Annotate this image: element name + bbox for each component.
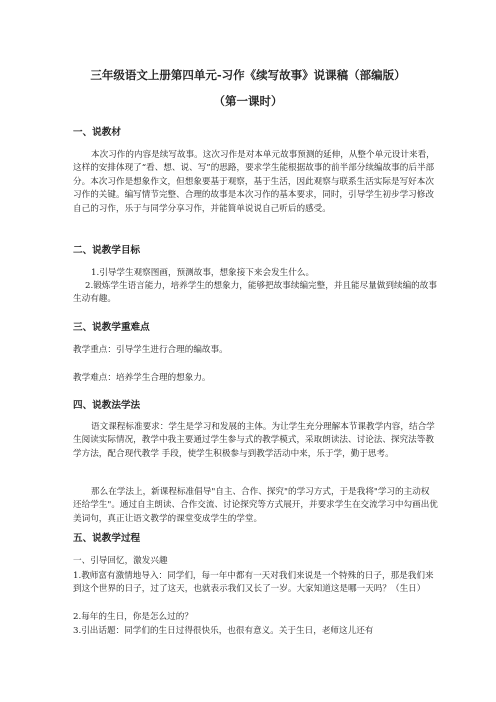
list-item: 一、引导回忆，激发兴趣 [73,556,168,566]
section-paragraph: 语文课程标准要求：学生是学习和发展的主体。为让学生充分理解本节课教学内容，结合学生阅读实际情况，教学中我主要通过学生参与式的教学模式，采取朗读法、讨论法、探究法等教学方法，配合现代教学 手段，使学生积极参与到教学活动中来，乐于学，勤于思考。 [73,422,435,459]
section-paragraph: 那么在学法上，新课程标准倡导"自主、合作、探究"的学习方式，于是我将"学习的主动权还给学生"。通过自主朗读、合作交流、讨论探究等方式展开，并要求学生在交流学习中勾画出优美词句，真正让语文教学的课堂变成学生的学堂。 [73,487,438,524]
section-heading-process: 五、说教学过程 [73,533,141,544]
section-heading-methods: 四、说教法学法 [73,400,141,411]
list-item: 1.教师富有激情地导入：同学们，每一年中都有一天对我们来说是一个特殊的日子，那是我们来到这个世界的日子，过了这天，也就表示我们又长了一岁。大家知道这是哪一天吗？（生日） [73,571,434,595]
section-paragraph: 1.引导学生观察图画，预测故事，想象接下来会发生什么。 [91,268,315,278]
section-heading-key-points: 三、说教学重难点 [73,322,150,333]
document-subtitle: （第一课时） [213,94,283,108]
list-item: 3.引出话题：同学们的生日过得很快乐，也很有意义。关于生日，老师这儿还有 [73,626,374,636]
section-paragraph: 教学重点：引导学生进行合理的编故事。 [73,345,228,355]
section-paragraph: 教学难点：培养学生合理的想象力。 [73,373,211,383]
document-title: 三年级语文上册第四单元-习作《续写故事》说课稿（部编版） [90,68,406,82]
list-item: 2.每年的生日，你是怎么过的？ [73,612,193,622]
section-heading-teaching-material: 一、说教材 [73,127,121,138]
section-paragraph: 2.锻炼学生语言能力，培养学生的想象力，能够把故事续编完整，并且能尽量做到续编的故事生动有趣。 [73,281,437,305]
section-paragraph: 本次习作的内容是续写故事。这次习作是对本单元故事预测的延伸，从整个单元设计来看，这样的安排体现了“看、想、说、写”的思路，要求学生能根据故事的前半部分续编故事的后半部分。本次习作是想象作文，但想象要基于观察，基于生活，因此观察与联系生活实际是写好本次习作的关键。编写情节完整、合理的故事是本次习作的基本要求，同时，引导学生初步学习修改自己的习作，乐于与同学分享习作，并能简单说说自己听后的感受。 [73,150,435,214]
section-heading-objectives: 二、说教学目标 [73,245,141,256]
